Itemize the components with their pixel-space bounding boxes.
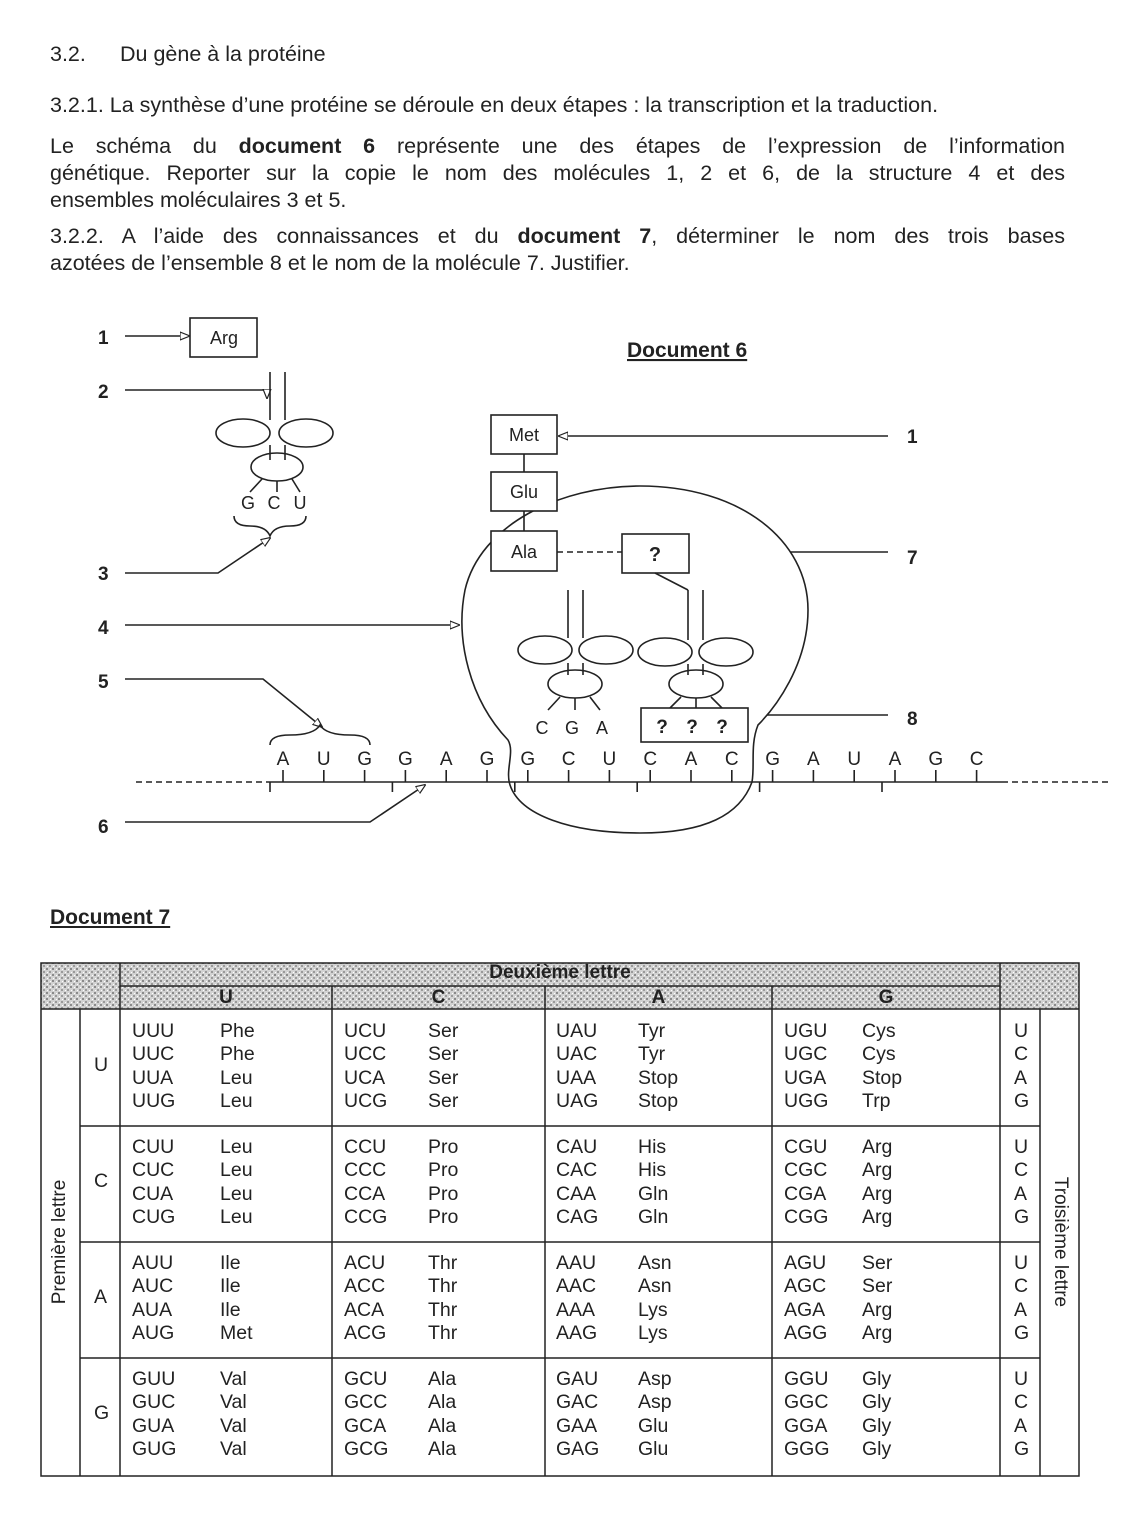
codon: GUA	[132, 1414, 175, 1437]
codon: GCC	[344, 1391, 388, 1414]
svg-text:G: G	[564, 718, 580, 738]
arrow-3	[125, 538, 270, 573]
amino-acid: Lys	[638, 1298, 668, 1321]
amino-acid: Ala	[428, 1368, 457, 1390]
codon: GGA	[784, 1414, 828, 1437]
first-letter-g: G	[94, 1402, 110, 1424]
codon: AAG	[556, 1321, 598, 1344]
svg-text:U: U	[293, 493, 307, 513]
amino-acid: Ser	[862, 1252, 893, 1274]
codon: UUC	[132, 1043, 175, 1066]
mrna-base: U	[602, 749, 617, 770]
codon: AAU	[556, 1252, 597, 1274]
mrna-base: U	[316, 749, 331, 770]
svg-text:Met: Met	[508, 425, 540, 445]
third-letter: A	[1014, 1414, 1028, 1437]
translation-diagram	[0, 300, 1147, 860]
amino-acid: Pro	[428, 1182, 459, 1205]
free-trna	[190, 318, 333, 536]
codon: ACC	[344, 1275, 386, 1298]
codon: GUG	[132, 1437, 177, 1460]
codon: AUC	[132, 1275, 174, 1298]
amino-acid: Arg	[862, 1321, 893, 1344]
codon: UCC	[344, 1043, 387, 1066]
codon: CUC	[132, 1159, 175, 1182]
label-3: 3	[98, 564, 109, 585]
amino-acid: Val	[220, 1437, 247, 1460]
amino-acid: Leu	[220, 1066, 253, 1089]
mrna-base: G	[765, 749, 780, 770]
amino-acid: Pro	[428, 1159, 459, 1182]
codon: CCG	[344, 1205, 388, 1228]
svg-text:C: C	[267, 493, 281, 513]
amino-acid: Gly	[862, 1414, 892, 1437]
genetic-code-table	[40, 962, 1080, 1477]
amino-acid: Trp	[862, 1089, 891, 1112]
amino-acid: Leu	[220, 1089, 253, 1112]
amino-acid: Leu	[220, 1159, 253, 1182]
codon-brace	[270, 725, 370, 745]
svg-text:?: ?	[716, 717, 728, 738]
first-letter-label: Première lettre	[49, 1179, 70, 1305]
svg-text:C: C	[535, 718, 549, 738]
amino-acid: Phe	[220, 1020, 255, 1042]
arrow-2	[125, 390, 267, 398]
third-letter: C	[1014, 1159, 1029, 1182]
mrna-base: A	[684, 749, 698, 770]
header-second-letter: Deuxième lettre	[489, 962, 631, 983]
amino-acid: Gly	[862, 1437, 892, 1460]
amino-acid: Thr	[428, 1298, 458, 1321]
third-letter: U	[1014, 1252, 1029, 1274]
codon: AGU	[784, 1252, 827, 1274]
amino-acid: Glu	[638, 1437, 669, 1460]
amino-acid: Arg	[862, 1159, 893, 1182]
first-letter-c: C	[94, 1170, 109, 1192]
codon: GAG	[556, 1437, 600, 1460]
codon: GCA	[344, 1414, 387, 1437]
codon: GAA	[556, 1414, 598, 1437]
codon: CCA	[344, 1182, 386, 1205]
unknown-amino-acid: ?	[648, 544, 662, 566]
label-1: 1	[98, 328, 109, 349]
paragraph-line-3: ensembles moléculaires 3 et 5.	[50, 188, 347, 212]
amino-acid: Ile	[220, 1275, 241, 1298]
codon: AAC	[556, 1275, 597, 1298]
amino-acid: Ser	[428, 1089, 459, 1112]
third-letter: C	[1014, 1391, 1029, 1414]
codon: CAC	[556, 1159, 598, 1182]
amino-acid: Thr	[428, 1252, 458, 1274]
mrna-base: A	[888, 749, 902, 770]
header-col-u: U	[219, 987, 233, 1008]
codon: CGA	[784, 1182, 827, 1205]
codon: ACG	[344, 1321, 387, 1344]
mrna-base: U	[847, 749, 862, 770]
label-2: 2	[98, 382, 109, 403]
svg-text:Glu: Glu	[509, 482, 539, 502]
codon: GGC	[784, 1391, 829, 1414]
section-number: 3.2.	[50, 42, 86, 66]
mrna-base: A	[807, 749, 820, 770]
codon: UGC	[784, 1043, 828, 1066]
doc7-title: Document 7	[50, 906, 171, 929]
codon: CAG	[556, 1205, 599, 1228]
codon: CUU	[132, 1136, 175, 1158]
codon: CGC	[784, 1159, 828, 1182]
amino-acid: Met	[220, 1321, 253, 1344]
codon: UCU	[344, 1020, 387, 1042]
amino-acid: His	[638, 1136, 667, 1158]
amino-acid: Ala	[428, 1414, 457, 1437]
amino-acid: Stop	[638, 1089, 679, 1112]
amino-acid: Arg	[862, 1205, 893, 1228]
amino-acid: Ala	[428, 1437, 457, 1460]
paragraph-line-1: Le schéma du document 6 représente une des étapes de l’expression de l’information	[50, 134, 1065, 158]
amino-acid: Phe	[220, 1043, 255, 1066]
codon: UGG	[784, 1089, 829, 1112]
third-letter: A	[1014, 1298, 1028, 1321]
amino-acid: Gly	[862, 1368, 892, 1390]
amino-acid: Val	[220, 1368, 247, 1390]
mrna-base: G	[357, 749, 372, 770]
amino-acid: Arg	[862, 1136, 893, 1158]
label-1-right: 1	[907, 427, 918, 448]
third-letter: G	[1014, 1089, 1030, 1112]
amino-acid: Tyr	[638, 1043, 666, 1066]
amino-acid: Val	[220, 1391, 247, 1414]
codon: ACA	[344, 1298, 385, 1321]
question-3-2-1: 3.2.1. La synthèse d’une protéine se déroule en deux étapes : la transcription et la traduction.	[50, 93, 939, 117]
codon: GAU	[556, 1368, 599, 1390]
paragraph-line-2: génétique. Reporter sur la copie le nom des molécules 1, 2 et 6, de la structure 4 et des	[50, 161, 1065, 185]
codon: UCG	[344, 1089, 388, 1112]
mrna-base: G	[479, 749, 495, 770]
codon: AGC	[784, 1275, 827, 1298]
label-8: 8	[907, 709, 918, 730]
amino-acid: Glu	[638, 1414, 669, 1437]
codon: UAG	[556, 1089, 599, 1112]
first-letter-a: A	[94, 1286, 108, 1308]
anticodon-brace	[234, 516, 306, 536]
mrna-base: G	[398, 749, 413, 770]
amino-acid: Cys	[862, 1043, 896, 1066]
header-col-c: C	[431, 987, 446, 1008]
amino-acid: Ser	[428, 1066, 459, 1089]
amino-acid: Pro	[428, 1136, 459, 1158]
codon: GCU	[344, 1368, 388, 1390]
amino-acid: Ile	[220, 1252, 241, 1274]
amino-acid: Cys	[862, 1020, 896, 1042]
mrna-base: C	[643, 749, 658, 770]
label-6: 6	[98, 817, 109, 838]
codon: CAU	[556, 1136, 598, 1158]
amino-acid: Leu	[220, 1136, 253, 1158]
label-7: 7	[907, 548, 918, 569]
mrna-base: C	[724, 749, 739, 770]
amino-acid: Ser	[862, 1275, 893, 1298]
mrna-base: A	[439, 749, 453, 770]
third-letter: A	[1014, 1182, 1028, 1205]
codon: GUC	[132, 1391, 176, 1414]
arrow-6	[125, 785, 425, 822]
section-title: Du gène à la protéine	[120, 42, 326, 66]
codon: CCC	[344, 1159, 387, 1182]
label-5: 5	[98, 672, 109, 693]
codon: GCG	[344, 1437, 389, 1460]
amino-acid: Ser	[428, 1020, 459, 1042]
doc6-ref: document 6	[238, 134, 376, 158]
amino-acid: Asp	[638, 1391, 672, 1414]
amino-acid: Gln	[638, 1205, 669, 1228]
third-letter: U	[1014, 1368, 1029, 1390]
header-col-g: G	[878, 987, 894, 1008]
amino-acid: Lys	[638, 1321, 668, 1344]
codon: AUU	[132, 1252, 174, 1274]
amino-acid: Ile	[220, 1298, 241, 1321]
codon: UUA	[132, 1066, 174, 1089]
svg-text:?: ?	[686, 717, 698, 738]
amino-acid: Gly	[862, 1391, 892, 1414]
mrna-base: A	[276, 749, 290, 770]
amino-acid: Tyr	[638, 1020, 666, 1042]
codon: GAC	[556, 1391, 599, 1414]
mrna-base: G	[928, 749, 944, 770]
codon: AGA	[784, 1298, 826, 1321]
svg-text:?: ?	[656, 717, 668, 738]
codon: AUG	[132, 1321, 175, 1344]
question-3-2-2-line-1: 3.2.2. A l’aide des connaissances et du document 7, déterminer le nom des trois bases	[50, 224, 1066, 248]
amino-acid: Thr	[428, 1275, 458, 1298]
third-letter: U	[1014, 1136, 1029, 1158]
amino-acid: Stop	[638, 1066, 679, 1089]
amino-acid: Asn	[638, 1275, 672, 1298]
amino-acid: Val	[220, 1414, 247, 1437]
third-letter: A	[1014, 1066, 1028, 1089]
amino-acid: Asn	[638, 1252, 672, 1274]
codon: UAA	[556, 1066, 597, 1089]
codon: AUA	[132, 1298, 173, 1321]
amino-acid: Ala	[428, 1391, 457, 1414]
third-letter-label: Troisième lettre	[1050, 1176, 1071, 1308]
header-col-a: A	[651, 987, 666, 1008]
arg-label: Arg	[209, 328, 239, 348]
codon: CUA	[132, 1182, 174, 1205]
amino-acid: Gln	[638, 1182, 669, 1205]
doc6-title: Document 6	[627, 339, 748, 362]
codon: ACU	[344, 1252, 386, 1274]
question-3-2-2-line-2: azotées de l’ensemble 8 et le nom de la molécule 7. Justifier.	[50, 251, 630, 275]
codon: CUG	[132, 1205, 176, 1228]
third-letter: U	[1014, 1020, 1029, 1042]
amino-acid: Pro	[428, 1205, 459, 1228]
codon: UGU	[784, 1020, 828, 1042]
mrna-base: C	[969, 749, 984, 770]
codon: AGG	[784, 1321, 828, 1344]
third-letter: G	[1014, 1321, 1030, 1344]
label-4: 4	[98, 618, 109, 639]
codon: UGA	[784, 1066, 827, 1089]
amino-acid: Asp	[638, 1368, 672, 1390]
amino-acid: Ser	[428, 1043, 459, 1066]
svg-text:A: A	[595, 718, 609, 738]
amino-acid: His	[638, 1159, 667, 1182]
doc7-ref: document 7	[517, 224, 652, 248]
third-letter: C	[1014, 1043, 1029, 1066]
amino-acid: Thr	[428, 1321, 458, 1344]
amino-acid: Arg	[862, 1182, 893, 1205]
amino-acid: Leu	[220, 1205, 253, 1228]
svg-text:Ala: Ala	[510, 542, 538, 562]
codon: GGG	[784, 1437, 830, 1460]
codon: GUU	[132, 1368, 176, 1390]
amino-acid: Leu	[220, 1182, 253, 1205]
codon: AAA	[556, 1298, 596, 1321]
codon: GGU	[784, 1368, 829, 1390]
third-letter: G	[1014, 1205, 1030, 1228]
amino-acid: Stop	[862, 1066, 903, 1089]
codon: UUU	[132, 1020, 175, 1042]
codon: UCA	[344, 1066, 386, 1089]
mrna-base: C	[561, 749, 576, 770]
third-letter: G	[1014, 1437, 1030, 1460]
first-letter-u: U	[94, 1054, 109, 1076]
codon: CGG	[784, 1205, 829, 1228]
third-letter: C	[1014, 1275, 1029, 1298]
codon: UAU	[556, 1020, 598, 1042]
codon: CGU	[784, 1136, 828, 1158]
amino-acid: Arg	[862, 1298, 893, 1321]
codon: UAC	[556, 1043, 598, 1066]
codon: CAA	[556, 1182, 597, 1205]
codon: UUG	[132, 1089, 176, 1112]
arrow-5	[125, 679, 322, 727]
codon: CCU	[344, 1136, 387, 1158]
mrna-base: G	[520, 749, 536, 770]
svg-text:G: G	[240, 493, 256, 513]
